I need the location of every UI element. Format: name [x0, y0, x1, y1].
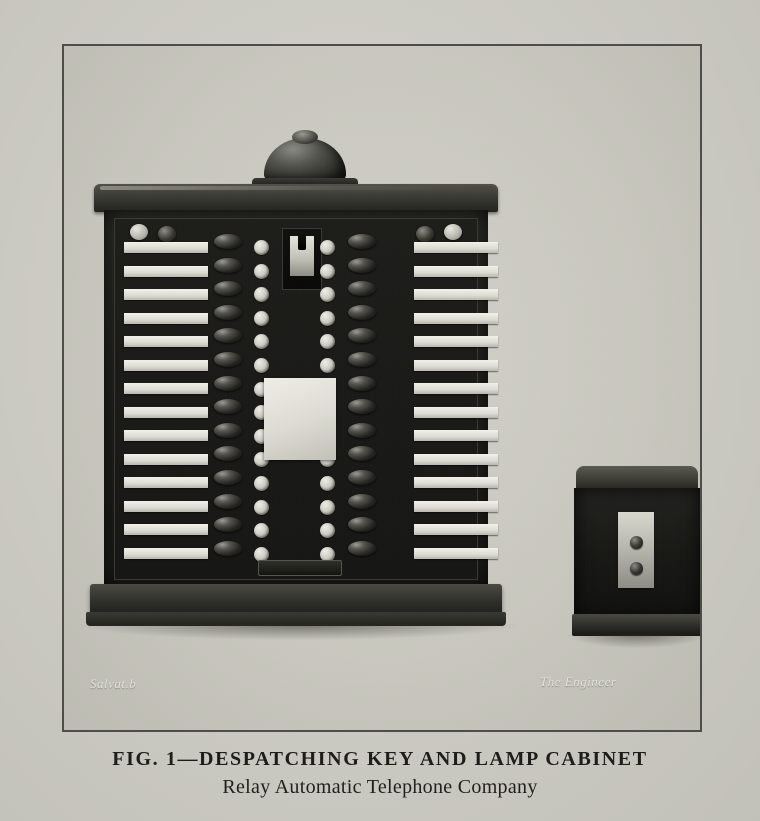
despatching-key[interactable] [214, 517, 242, 532]
card-slot [258, 560, 342, 576]
despatching-key[interactable] [348, 352, 376, 367]
despatching-key[interactable] [348, 423, 376, 438]
designation-strip [124, 477, 208, 488]
photo-credit-left: Salvat.b [90, 676, 137, 691]
designation-strip [124, 548, 208, 559]
bell-cap-icon [292, 130, 318, 144]
designation-strip [414, 454, 498, 465]
despatching-key[interactable] [214, 281, 242, 296]
desk-unit-base [572, 614, 702, 636]
corner-key-right[interactable] [416, 226, 434, 242]
indicator-lamp [254, 358, 269, 373]
indicator-lamp [254, 264, 269, 279]
designation-strip [414, 501, 498, 512]
despatching-key[interactable] [348, 234, 376, 249]
corner-lamp-right [444, 224, 462, 240]
designation-strip [124, 266, 208, 277]
indicator-lamp [320, 476, 335, 491]
desk-unit-key[interactable] [630, 536, 643, 549]
designation-strip [124, 501, 208, 512]
despatching-key[interactable] [348, 281, 376, 296]
designation-strip [414, 383, 498, 394]
despatching-key[interactable] [214, 541, 242, 556]
indicator-lamp [254, 523, 269, 538]
designation-strip [414, 524, 498, 535]
designation-strip [124, 360, 208, 371]
indicator-lamp [320, 523, 335, 538]
indicator-lamp [254, 287, 269, 302]
designation-strip [124, 430, 208, 441]
designation-strip [414, 477, 498, 488]
key-column-right [348, 234, 378, 564]
despatching-key[interactable] [214, 376, 242, 391]
despatching-key[interactable] [348, 376, 376, 391]
despatching-key[interactable] [214, 446, 242, 461]
caption-subtitle: Relay Automatic Telephone Company [222, 776, 538, 798]
despatching-key[interactable] [214, 234, 242, 249]
despatching-key[interactable] [214, 494, 242, 509]
designation-strip [414, 548, 498, 559]
designation-strip [414, 430, 498, 441]
designation-strip [414, 336, 498, 347]
designation-strip [414, 266, 498, 277]
despatching-key[interactable] [214, 423, 242, 438]
indicator-lamp [254, 240, 269, 255]
figure-caption [0, 748, 760, 799]
designation-strip [124, 383, 208, 394]
despatching-key[interactable] [348, 470, 376, 485]
cabinet-top-highlight [100, 186, 492, 190]
designation-strip-column-right [414, 242, 498, 571]
despatching-key[interactable] [214, 305, 242, 320]
designation-strip [124, 313, 208, 324]
figure-plate-frame [62, 44, 702, 732]
indicator-lamp [320, 311, 335, 326]
desk-key-unit [572, 466, 702, 646]
indicator-lamp [254, 500, 269, 515]
designation-strip [124, 407, 208, 418]
blank-designation-card [264, 378, 336, 460]
indicator-lamp [320, 287, 335, 302]
indicator-lamp [320, 500, 335, 515]
despatching-key[interactable] [214, 352, 242, 367]
despatching-key[interactable] [348, 258, 376, 273]
designation-strip [414, 242, 498, 253]
despatching-key[interactable] [348, 494, 376, 509]
despatching-key[interactable] [214, 399, 242, 414]
despatching-key[interactable] [348, 541, 376, 556]
key-column-left [214, 234, 244, 564]
designation-strip [124, 454, 208, 465]
despatching-key[interactable] [214, 258, 242, 273]
designation-strip [124, 242, 208, 253]
indicator-lamp [320, 358, 335, 373]
indicator-lamp [320, 334, 335, 349]
despatching-key[interactable] [348, 446, 376, 461]
designation-strip [124, 524, 208, 535]
despatching-key[interactable] [348, 305, 376, 320]
designation-strip-column-left [124, 242, 208, 571]
despatching-key[interactable] [348, 399, 376, 414]
designation-strip [124, 336, 208, 347]
indicator-lamp [254, 311, 269, 326]
designation-strip [414, 407, 498, 418]
indicator-lamp [254, 334, 269, 349]
despatching-key[interactable] [214, 328, 242, 343]
designation-strip [414, 289, 498, 300]
photograph [64, 46, 700, 730]
indicator-lamp [320, 240, 335, 255]
photo-credit-right: The Engineer [540, 674, 617, 689]
indicator-lamp [320, 264, 335, 279]
corner-key-left[interactable] [158, 226, 176, 242]
center-switch-lever[interactable] [298, 232, 306, 250]
caption-title: FIG. 1—DESPATCHING KEY AND LAMP CABINET [112, 748, 648, 770]
indicator-lamp [254, 476, 269, 491]
cabinet-shadow [80, 624, 516, 640]
despatching-key[interactable] [214, 470, 242, 485]
desk-unit-key[interactable] [630, 562, 643, 575]
despatching-key[interactable] [348, 328, 376, 343]
designation-strip [414, 313, 498, 324]
despatching-key[interactable] [348, 517, 376, 532]
desk-unit-faceplate [618, 512, 654, 588]
despatching-key-and-lamp-cabinet [86, 138, 506, 638]
desk-unit-shadow [568, 634, 702, 648]
alarm-bell-icon [264, 138, 346, 182]
designation-strip [124, 289, 208, 300]
designation-strip [414, 360, 498, 371]
corner-lamp-left [130, 224, 148, 240]
